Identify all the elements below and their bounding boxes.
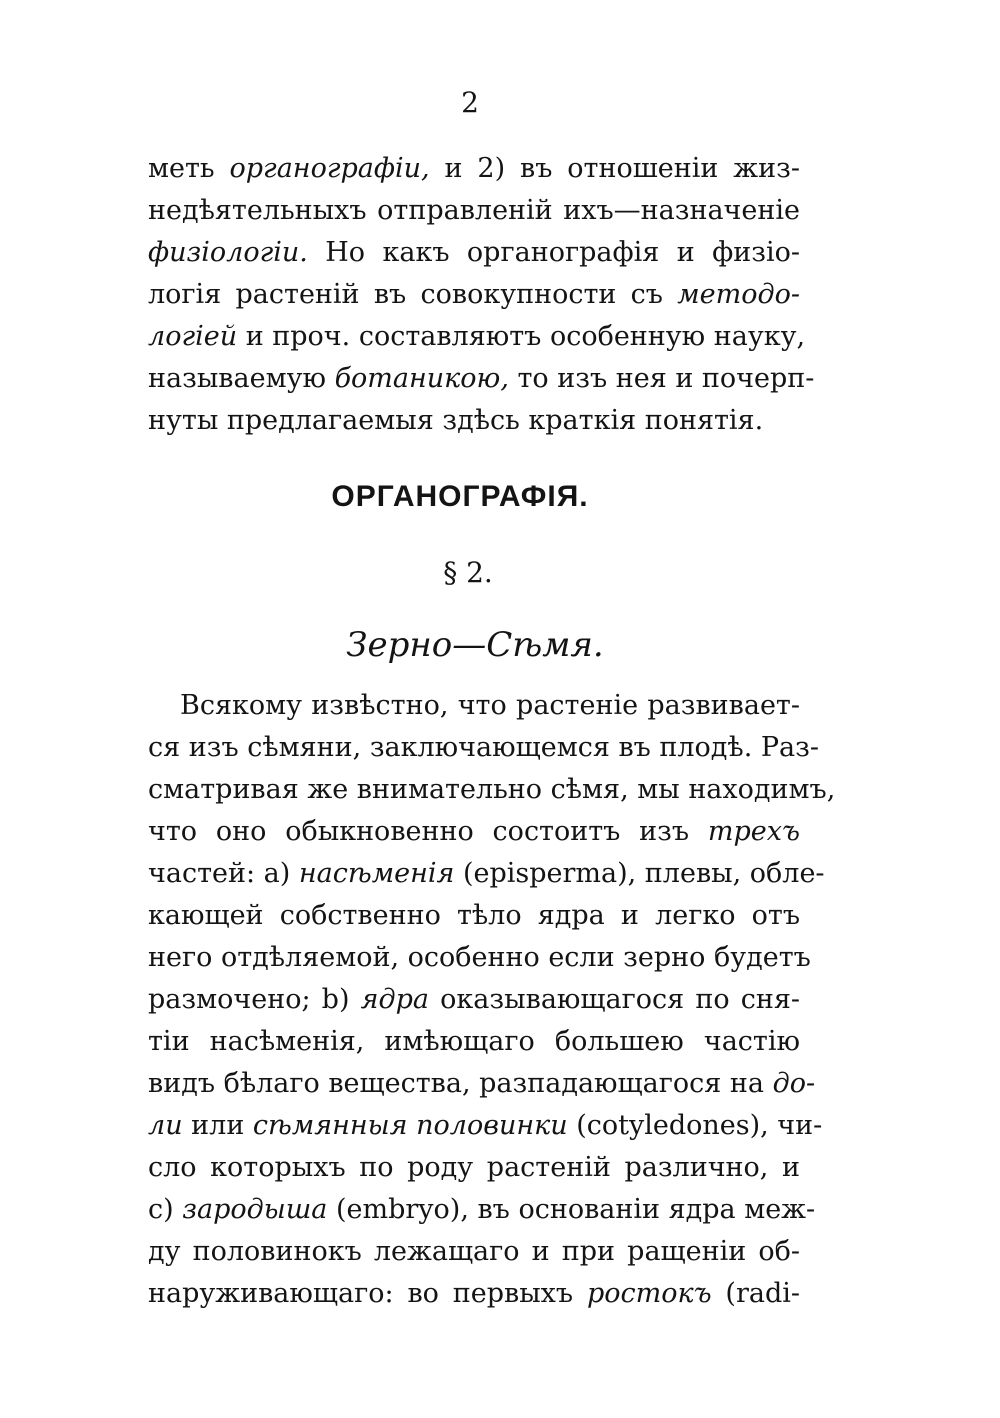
page-number: 2 [461,86,479,119]
text-line: что оно обыкновенно состоитъ изъ трехъ [148,816,800,847]
text-line: тіи насѣменія, имѣющаго большею частію [148,1026,800,1057]
text-line: ли или сѣмянныя половинки (cotyledones), чи- [148,1110,823,1141]
text-line: Всякому извѣстно, что растеніе развивает- [180,690,800,721]
text-line: нуты предлагаемыя здѣсь краткія понятія. [148,405,764,436]
subsection-title: Зерно—Сѣмя. [346,625,604,665]
text-line: видъ бѣлаго вещества, разпадающагося на до- [148,1068,816,1099]
text-line: логіей и проч. составляютъ особенную науку, [148,321,806,352]
text-line: называемую ботаникою, то изъ нея и почерп- [148,363,815,394]
text-line: ся изъ сѣмяни, заключающемся въ плодѣ. Раз- [148,732,819,763]
text-line: сло которыхъ по роду растеній различно, и [148,1152,800,1183]
text-line: логія растеній въ совокупности съ методо- [148,279,800,310]
text-line: с) зародыша (embryo), въ основаніи ядра меж- [148,1194,816,1225]
text-line: размочено; b) ядра оказывающагося по сня- [148,984,800,1015]
text-line: наруживающаго: во первыхъ ростокъ (radi- [148,1278,800,1309]
text-line: сматривая же внимательно сѣмя, мы находимъ, [148,774,836,805]
text-line: частей: а) насѣменія (episperma), плевы, обле- [148,858,825,889]
section-title: ОРГАНОГРАФІЯ. [331,480,589,513]
text-line: меть органографіи, и 2) въ отношеніи жиз- [148,153,800,184]
text-line: недѣятельныхъ отправленій ихъ—назначеніе [148,195,800,226]
text-line: него отдѣляемой, особенно если зерно будетъ [148,942,811,973]
paragraph-mark: § 2. [443,556,493,589]
text-line: физіологіи. Но какъ органографія и физіо- [148,237,800,268]
text-line: кающей собственно тѣло ядра и легко отъ [148,900,800,931]
text-line: ду половинокъ лежащаго и при ращеніи об- [148,1236,800,1267]
